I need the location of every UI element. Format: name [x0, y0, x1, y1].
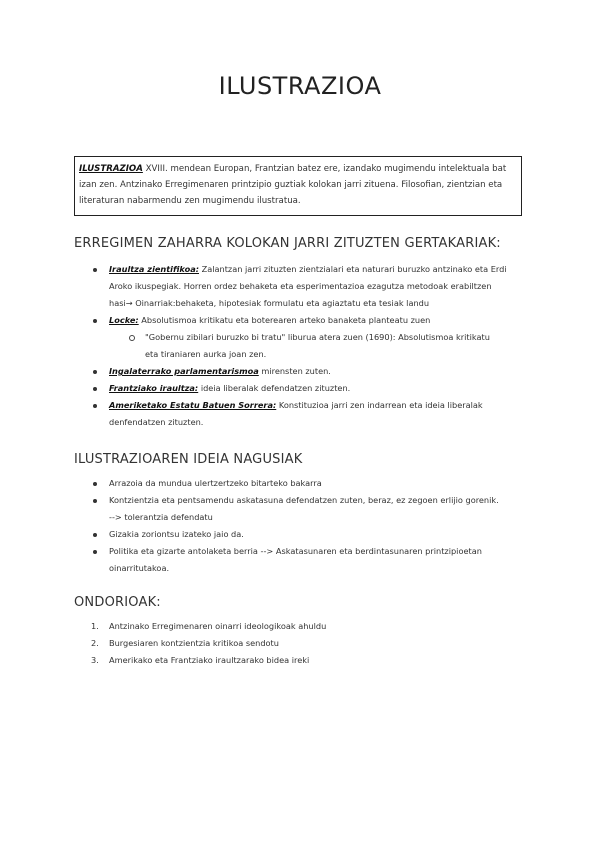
list-item: [109, 492, 549, 526]
bullet-icon: [93, 268, 97, 272]
item-text: Aroko ikuspegiak. Horren ordez behaketa eta esperimentazioa ezagutza metodoak erabiltzen: [109, 281, 492, 291]
section-heading-ideas: ILUSTRAZIOAREN IDEIA NAGUSIAK: [74, 452, 303, 467]
list-item: [109, 543, 549, 577]
item-text: eta tiraniaren aurka joan zen.: [145, 349, 267, 359]
intro-text: XVIII. mendean Europan, Frantzian batez ere, izandako mugimendu intelektuala bat izan zen. Antzinako Erregimenaren printzipio guztiak kolokan jarri zituena. Filosofian, zientzian eta literaturan nabarmendu zen mugimendu ilustratua.: [79, 164, 507, 206]
list-item: [109, 475, 549, 492]
bullet-icon: [93, 319, 97, 323]
item-number: 1.: [91, 621, 99, 631]
sub-list-item: [109, 329, 549, 363]
item-text: hasi→ Oinarriak:behaketa, hipotesiak formulatu eta agiaztatu eta tesiak landu: [109, 298, 430, 308]
bullet-icon: [93, 370, 97, 374]
list-item: [91, 652, 549, 669]
item-keyword: Iraultza zientifikoa:: [109, 264, 199, 274]
circle-bullet-icon: [129, 335, 135, 341]
bullet-icon: [93, 387, 97, 391]
item-text: Arrazoia da munduа ulertzertzeko bitarteko bakarra: [109, 478, 322, 488]
item-text: oinarritutakoa.: [109, 563, 170, 573]
item-text: Konstituzioa jarri zen indarrean eta ideia liberalak: [276, 400, 483, 410]
item-text: Zalantzan jarri zituzten zientzialari eta naturari buruzko antzinako eta Erdi: [199, 264, 507, 274]
section-heading-conclusions: ONDORIOAK:: [74, 595, 161, 610]
item-text: Burgesiaren kontzientzia kritikoa sendotu: [109, 638, 279, 648]
list-item: [109, 363, 549, 380]
item-text: --> tolerantzia defendatu: [109, 512, 213, 522]
list-item: [109, 397, 549, 431]
bullet-icon: [93, 533, 97, 537]
bullet-icon: [93, 404, 97, 408]
item-text: ideia liberalak defendatzen zituzten.: [198, 383, 351, 393]
section-heading-events: ERREGIMEN ZAHARRA KOLOKAN JARRI ZITUZTEN GERTAKARIAK:: [74, 236, 501, 251]
item-text: Kontzientzia eta pentsamendu askatasuna defendatzen zuten, beraz, ez zegoen erlijio gorenik.: [109, 495, 499, 505]
intro-box: [74, 156, 522, 216]
list-item: [109, 526, 549, 543]
events-list: [109, 261, 549, 431]
list-item: [109, 380, 549, 397]
list-item: [109, 312, 549, 363]
item-text: Antzinako Erregimenaren oinarri ideologikoak ahuldu: [109, 621, 327, 631]
intro-keyword: ILUSTRAZIOA: [79, 164, 143, 174]
item-text: Amerikako eta Frantziako iraultzarako bidea ireki: [109, 655, 310, 665]
item-keyword: Ingalaterrako parlamentarismoa: [109, 366, 259, 376]
page-title: ILUSTRAZIOA: [218, 72, 382, 100]
item-text: "Gobernu zibilari buruzko bi tratu" liburua atera zuen (1690): Absolutismoa kritikatu: [145, 332, 490, 342]
ideas-list: [109, 475, 549, 577]
bullet-icon: [93, 482, 97, 486]
item-text: Politika eta gizarte antolaketa berria --> Askatasunaren eta berdintasunaren printzipioetan: [109, 546, 482, 556]
item-keyword: Ameriketako Estatu Batuen Sorrera:: [109, 400, 277, 410]
list-item: [91, 618, 549, 635]
item-text: denfendatzen zituzten.: [109, 417, 204, 427]
list-item: [109, 261, 549, 312]
item-keyword: Locke:: [109, 315, 139, 325]
item-text: Absolutismoa kritikatu eta boterearen arteko banaketa planteatu zuen: [138, 315, 431, 325]
item-number: 3.: [91, 655, 99, 665]
item-keyword: Frantziako iraultza:: [109, 383, 199, 393]
list-item: [91, 635, 549, 652]
item-number: 2.: [91, 638, 99, 648]
item-text: mirensten zuten.: [258, 366, 331, 376]
bullet-icon: [93, 550, 97, 554]
bullet-icon: [93, 499, 97, 503]
item-text: Gizakia zoriontsu izateko jaio da.: [109, 529, 244, 539]
conclusions-list: [91, 618, 549, 669]
